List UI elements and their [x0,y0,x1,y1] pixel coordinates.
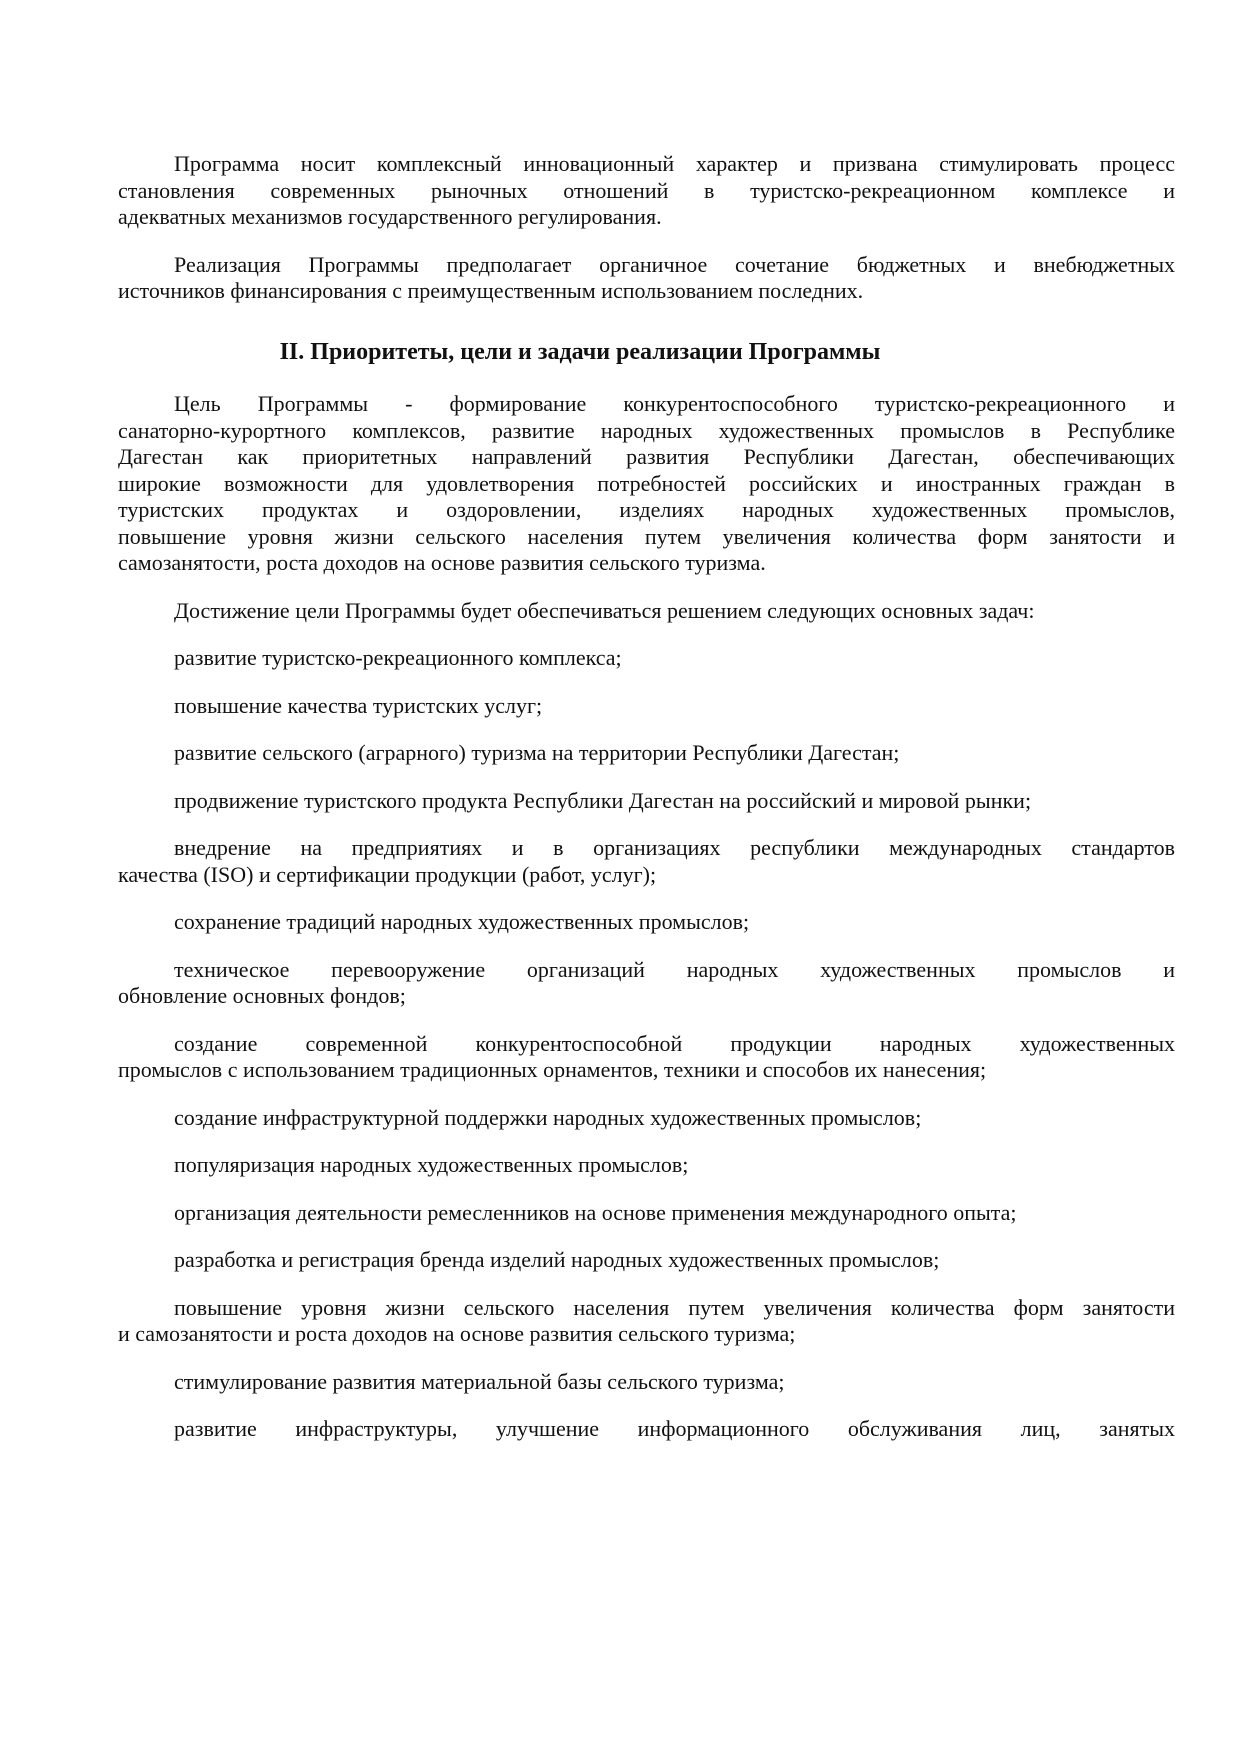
paragraph [118,1152,1175,1179]
text-line: сохранение традиций народных художественных промыслов; [174,909,750,934]
text-line: качества (ISO) и сертификации продукции (работ, услуг); [118,861,657,887]
text-line: повышение уровня жизни сельского населения путем увеличения количества форм занятости [174,1294,1175,1320]
text-line: туристских продуктах и оздоровлении, изделиях народных художественных промыслов, [118,497,1175,522]
text-line: широкие возможности для удовлетворения потребностей российских и иностранных граждан в [118,470,1175,496]
document-page [118,151,1175,1464]
text-line: разработка и регистрация бренда изделий народных художественных промыслов; [174,1247,940,1272]
text-line: продвижение туристского продукта Республики Дагестан на российский и мировой рынки; [174,787,1032,813]
text-line: стимулирование развития материальной базы сельского туризма; [174,1368,785,1394]
text-line: создание инфраструктурной поддержки народных художественных промыслов; [174,1104,922,1130]
text-line: создание современной конкурентоспособной продукции народных художественных [174,1030,1175,1056]
text-line: и самозанятости и роста доходов на основе развития сельского туризма; [118,1321,796,1346]
text-line: Реализация Программы предполагает органичное сочетание бюджетных и внебюджетных [174,251,1175,277]
text-line: развитие инфраструктуры, улучшение информационного обслуживания лиц, занятых [174,1416,1175,1441]
paragraph [118,693,1175,720]
paragraph [118,1200,1175,1227]
paragraph [118,1031,1175,1084]
text-line: санаторно-курортного комплексов, развитие народных художественных промыслов в Республике [118,417,1175,443]
paragraph [118,835,1175,888]
text-line: техническое перевооружение организаций народных художественных промыслов и [174,956,1175,982]
paragraph [118,1416,1175,1443]
paragraph [118,1295,1175,1348]
text-line: становления современных рыночных отношений в туристско-рекреационном комплексе и [118,177,1175,203]
paragraph [118,598,1175,625]
paragraph [118,151,1175,231]
text-line: обновление основных фондов; [118,983,406,1008]
paragraph [118,740,1175,767]
text-line: Достижение цели Программы будет обеспечиваться решением следующих основных задач: [174,597,1035,623]
text-line: повышение уровня жизни сельского населения путем увеличения количества форм занятости и [118,523,1175,549]
text-line: организация деятельности ремесленников на основе применения международного опыта; [174,1199,1017,1225]
paragraph [118,909,1175,936]
paragraph [118,788,1175,815]
text-line: повышение качества туристских услуг; [174,692,543,718]
text-line: популяризация народных художественных промыслов; [174,1152,689,1177]
text-line: развитие туристско-рекреационного комплекса; [174,645,622,670]
paragraph [118,391,1175,577]
text-line: источников финансирования с преимущественным использованием последних. [118,278,864,303]
text-line: Дагестан как приоритетных направлений развития Республики Дагестан, обеспечивающих [118,444,1175,469]
text-line: Программа носит комплексный инновационный характер и призвана стимулировать процесс [174,151,1175,176]
text-line: самозанятости, роста доходов на основе развития сельского туризма. [118,550,766,575]
text-line: Цель Программы - формирование конкурентоспособного туристско-рекреационного и [174,391,1175,416]
paragraph [118,1247,1175,1274]
paragraph [118,645,1175,672]
text-line: внедрение на предприятиях и в организациях республики международных стандартов [174,835,1175,860]
paragraph [118,1105,1175,1132]
section-heading: II. Приоритеты, цели и задачи реализации Программы [279,338,881,365]
text-line: развитие сельского (аграрного) туризма на территории Республики Дагестан; [174,740,900,765]
paragraph [118,252,1175,305]
paragraph [118,1369,1175,1396]
text-line: промыслов с использованием традиционных орнаментов, техники и способов их нанесения; [118,1057,987,1082]
paragraph [118,957,1175,1010]
text-line: адекватных механизмов государственного регулирования. [118,204,662,229]
